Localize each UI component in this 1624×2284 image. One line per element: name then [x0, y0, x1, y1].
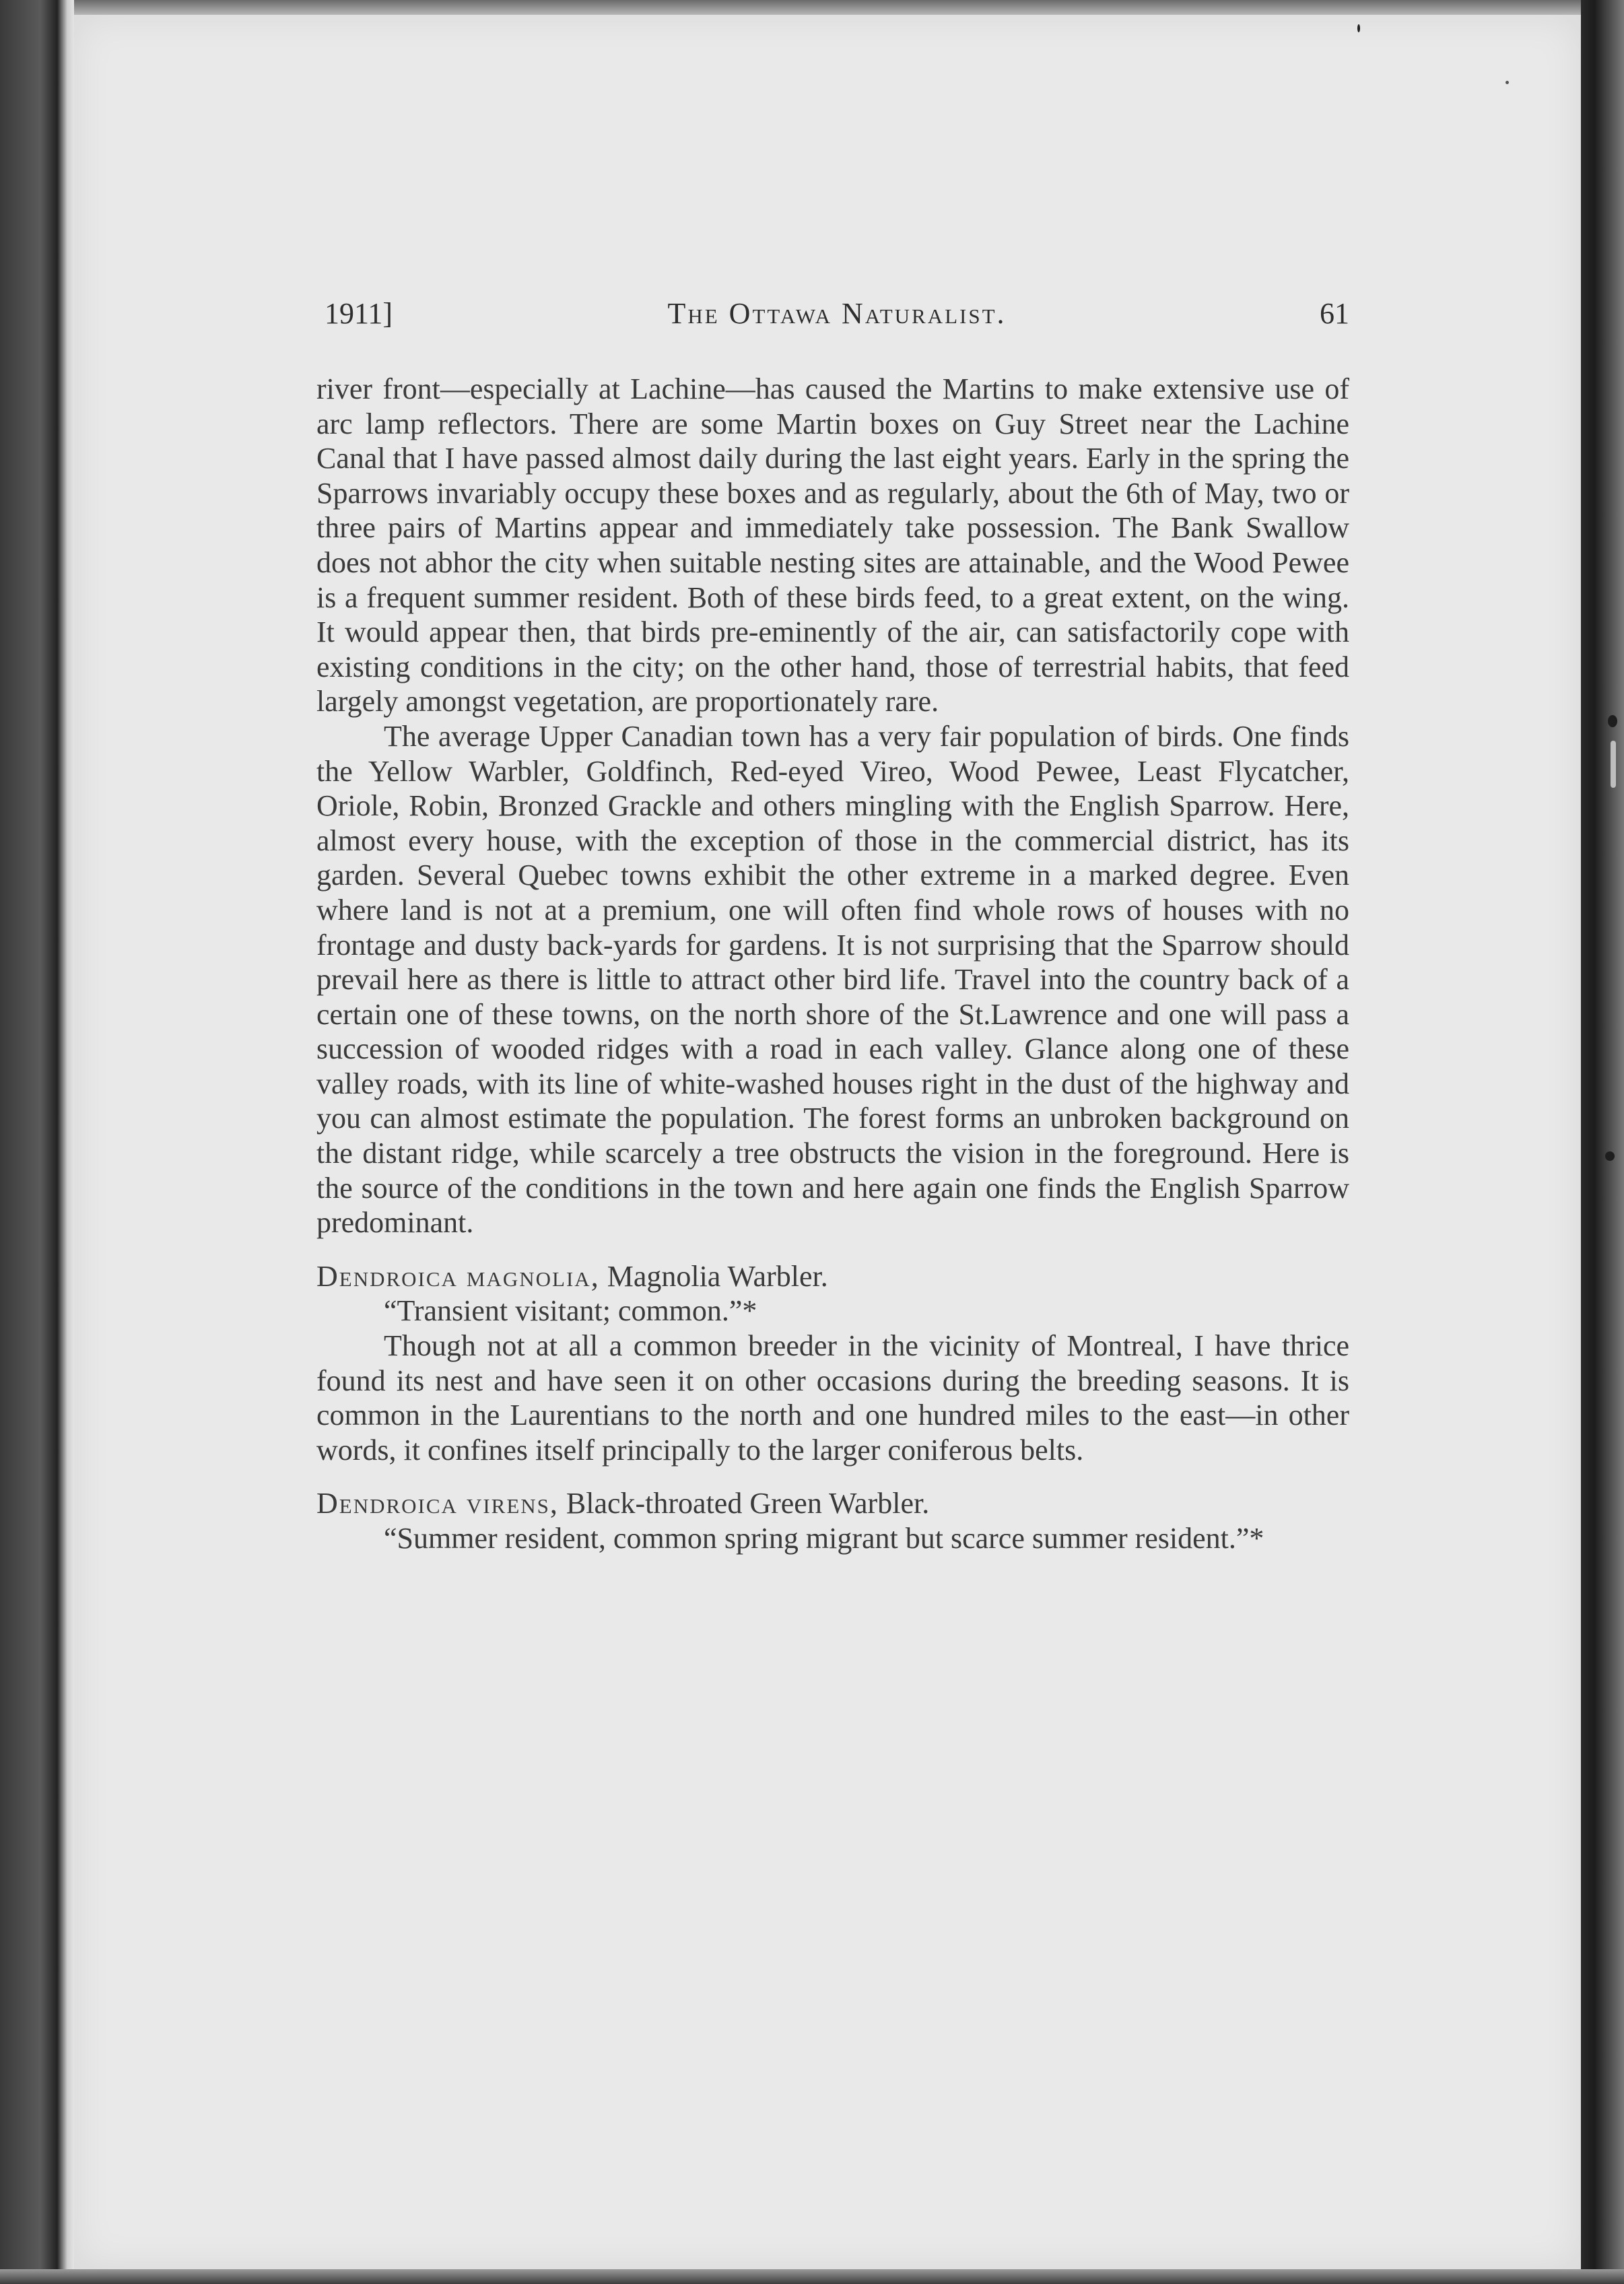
header-year: 1911] — [325, 297, 393, 330]
species-heading-virens — [316, 1486, 1349, 1521]
species-heading-magnolia — [316, 1259, 1349, 1294]
species-latin-name: Dendroica magnolia, — [316, 1259, 600, 1293]
species-common-name: Magnolia Warbler. — [599, 1259, 828, 1293]
scan-speck — [1608, 715, 1617, 727]
scan-top-edge — [0, 0, 1624, 16]
scan-speck — [1357, 24, 1360, 32]
scan-binding-edge — [0, 0, 74, 2284]
species-status-quote: “Summer resident, common spring migrant but scarce summer resident.”* — [384, 1522, 1264, 1555]
scan-speck — [1605, 1151, 1615, 1161]
page-number: 61 — [1320, 297, 1349, 330]
scan-speck — [1505, 81, 1509, 84]
species-status-quote: “Transient visitant; common.”* — [384, 1294, 757, 1328]
scan-speck — [1611, 741, 1616, 788]
paragraph: The average Upper Canadian town has a very fair population of birds. One finds the Yellow Warbler, Goldfinch, Red-eyed Vireo, Wood Pewee, Least Flycatcher, Oriole, Robin, Bronzed Grackle and others mingling with the English Sparrow. Here, almost every house, with the exception of those in the commercial district, has its garden. Several Quebec towns exhibit the other extreme in a marked degree. Even where land is not at a premium, one will often find whole rows of houses with no frontage and dusty back-yards for gardens. It is not surprising that the Sparrow should prevail here as there is little to attract other bird life. Travel into the country back of a certain one of these towns, on the north shore of the St.Lawrence and one will pass a succession of wooded ridges with a road in each valley. Glance along one of these valley roads, with its line of white-washed houses right in the dust of the highway and you can almost estimate the population. The forest forms an unbroken background on the distant ridge, while scarcely a tree obstructs the vision in the foreground. Here is the source of the conditions in the town and here again one finds the English Sparrow predominant. — [316, 719, 1349, 1240]
scan-bottom-edge — [0, 2269, 1624, 2284]
page-body — [316, 372, 1349, 1556]
paragraph: Though not at all a common breeder in the vicinity of Montreal, I have thrice found its nest and have seen it on other occasions during the breeding seasons. It is common in the Laurentians to the north and one hundred miles to the east—in other words, it confines itself principally to the larger coniferous belts. — [316, 1329, 1349, 1467]
scan-right-edge — [1581, 0, 1624, 2284]
paragraph: river front—especially at Lachine—has caused the Martins to make extensive use of arc lamp reflectors. There are some Martin boxes on Guy Street near the Lachine Canal that I have passed almost daily during the last eight years. Early in the spring the Sparrows invariably occupy these boxes and as regularly, about the 6th of May, two or three pairs of Martins appear and immediately take possession. The Bank Swallow does not abhor the city when suitable nesting sites are attainable, and the Wood Pewee is a frequent summer resident. Both of these birds feed, to a great extent, on the wing. It would appear then, that birds pre-eminently of the air, can satisfactorily cope with existing conditions in the city; on the other hand, those of terrestrial habits, that feed largely amongst vegetation, are proportionately rare. — [316, 372, 1349, 718]
species-latin-name: Dendroica virens, — [316, 1487, 559, 1520]
running-header — [325, 296, 1349, 343]
journal-title: The Ottawa Naturalist. — [667, 297, 1007, 330]
species-common-name: Black-throated Green Warbler. — [558, 1487, 930, 1520]
